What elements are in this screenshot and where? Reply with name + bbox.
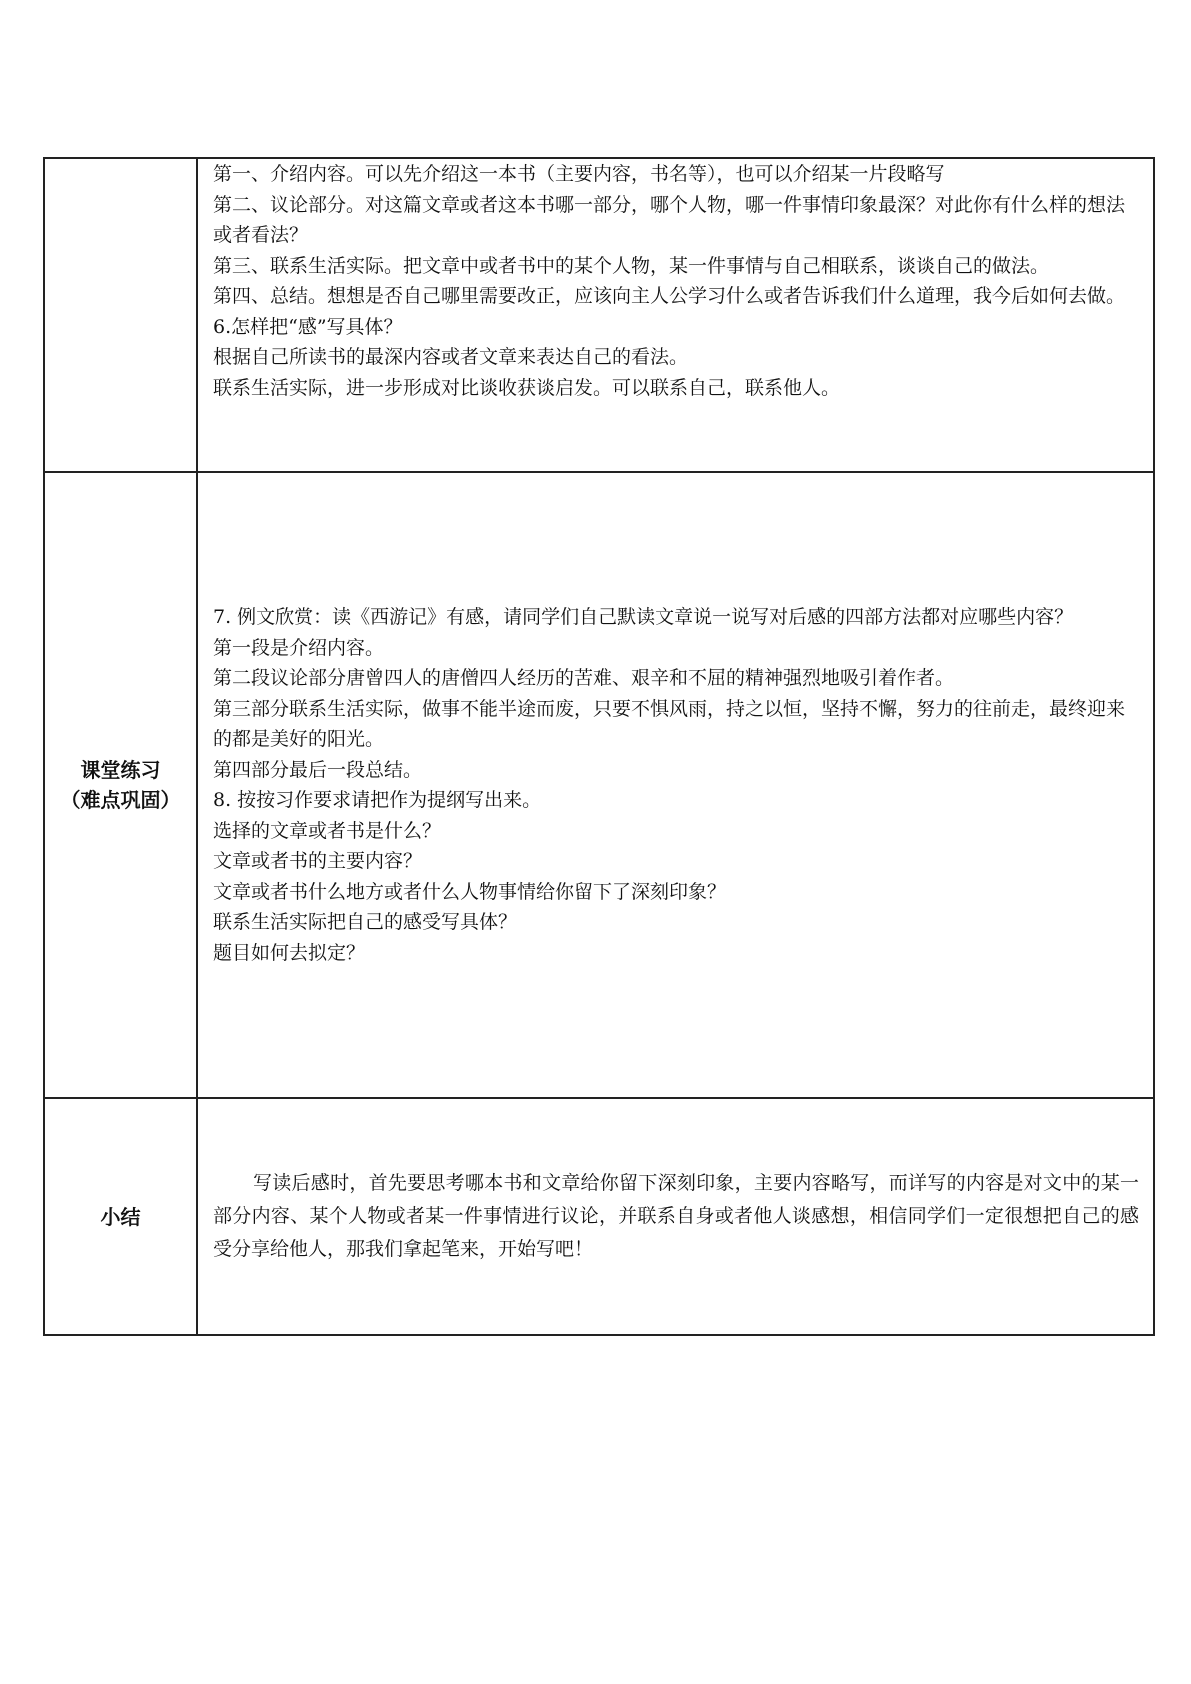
- row-label-line2: （难点巩固）: [60, 788, 181, 812]
- row-content-classroom-practice: [197, 472, 1154, 1098]
- content-line: 第四部分最后一段总结。: [213, 758, 423, 781]
- row-label-summary: [44, 1098, 197, 1335]
- table-row-classroom-practice: [44, 472, 1154, 1098]
- content-line: 选择的文章或者书是什么？: [213, 819, 442, 842]
- content-line: 第一段是介绍内容。: [213, 636, 385, 659]
- content-line: 联系生活实际把自己的感受写具体？: [213, 911, 518, 933]
- content-line: 第二段议论部分唐曾四人的唐僧四人经历的苦难、艰辛和不屈的精神强烈地吸引着作者。: [213, 667, 955, 689]
- content-line: 文章或者书的主要内容？: [213, 850, 423, 872]
- content-line: 7. 例文欣赏：读《西游记》有感，请同学们自己默读文章说一说写对后感的四部方法都对应哪些内容？: [213, 606, 1074, 628]
- content-line: 8. 按按习作要求请把作为提纲写出来。: [213, 789, 542, 811]
- lesson-plan-table: [43, 157, 1155, 1336]
- content-line: 题目如何去拟定？: [213, 941, 366, 964]
- content-line: 第三部分联系生活实际，做事不能半途而废，只要不惧风雨，持之以恒，坚持不懈，努力的往前走，最终迎来的都是美好的阳光。: [213, 697, 1126, 750]
- row-content-writing-method: [197, 158, 1154, 472]
- row-content-summary: [197, 1098, 1154, 1335]
- row-label-classroom-practice: [44, 472, 197, 1098]
- content-line: 根据自己所读书的最深内容或者文章来表达自己的看法。: [213, 346, 689, 368]
- content-line: 第三、联系生活实际。把文章中或者书中的某个人物，某一件事情与自己相联系，谈谈自己的做法。: [213, 254, 1050, 277]
- content-line: 第二、议论部分。对这篇文章或者这本书哪一部分，哪个人物，哪一件事情印象最深？对此你有什么样的想法或者看法？: [213, 193, 1126, 246]
- row-label-empty: [44, 158, 197, 472]
- row-label-line1: 课堂练习: [80, 758, 161, 782]
- table-row-writing-method: [44, 158, 1154, 472]
- content-line: 6.怎样把“感”写具体？: [213, 315, 403, 338]
- summary-paragraph: 写读后感时，首先要思考哪本书和文章给你留下深刻印象，主要内容略写，而详写的内容是对文中的某一部分内容、某个人物或者某一件事情进行议论，并联系自身或者他人谈感想，相信同学们一定很想把自己的感受分享给他人，那我们拿起笔来，开始写吧！: [213, 1172, 1139, 1260]
- content-line: 文章或者书什么地方或者什么人物事情给你留下了深刻印象？: [213, 880, 727, 903]
- content-line: 第四、总结。想想是否自己哪里需要改正，应该向主人公学习什么或者告诉我们什么道理，我今后如何去做。: [213, 285, 1126, 307]
- content-line: 联系生活实际，进一步形成对比谈收获谈启发。可以联系自己，联系他人。: [213, 376, 841, 399]
- row-label-line1: 小结: [100, 1204, 141, 1229]
- content-line: 第一、介绍内容。可以先介绍这一本书（主要内容，书名等），也可以介绍某一片段略写: [213, 163, 945, 185]
- table-row-summary: [44, 1098, 1154, 1335]
